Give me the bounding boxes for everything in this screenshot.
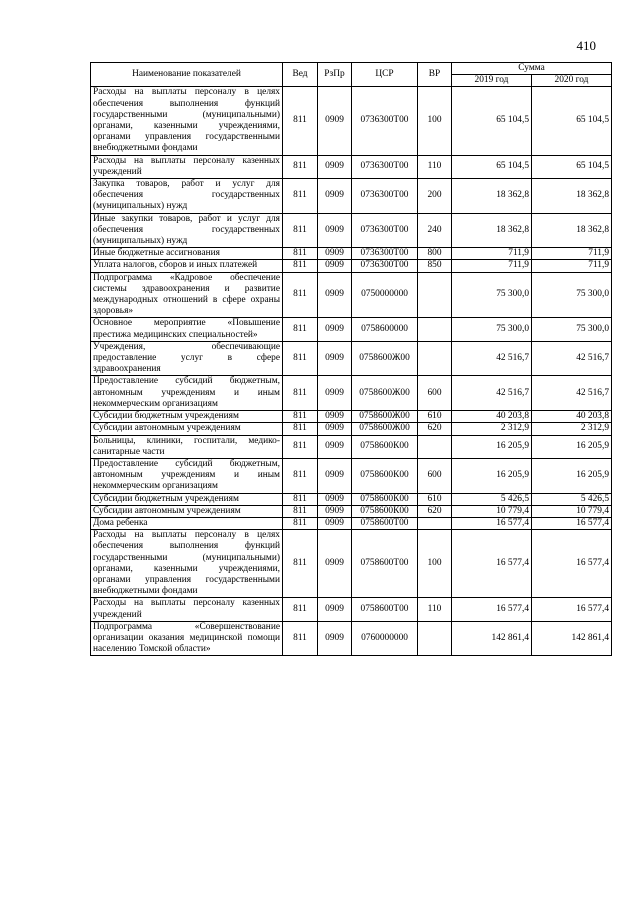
cell-name: Расходы на выплаты персоналу в целях обеспечения выполнения функций государственными (муниципальными) органами, казенными учреждениями, органами управления государственными внебюджетными фондами xyxy=(91,87,283,155)
cell-y2019: 16 205,9 xyxy=(452,458,532,493)
cell-y2020: 18 362,8 xyxy=(532,179,612,214)
header-name: Наименование показателей xyxy=(91,63,283,87)
cell-y2020: 42 516,7 xyxy=(532,341,612,376)
cell-y2019: 142 861,4 xyxy=(452,621,532,656)
cell-name: Предоставление субсидий бюджетным, автономным учреждениям и иным некоммерческим организациям xyxy=(91,376,283,411)
cell-ved: 811 xyxy=(283,248,318,260)
cell-csr: 0758600Ж00 xyxy=(352,411,418,423)
cell-rzpr: 0909 xyxy=(318,87,352,155)
cell-rzpr: 0909 xyxy=(318,341,352,376)
cell-y2019: 10 779,4 xyxy=(452,505,532,517)
cell-ved: 811 xyxy=(283,87,318,155)
cell-y2020: 5 426,5 xyxy=(532,493,612,505)
cell-rzpr: 0909 xyxy=(318,530,352,598)
cell-name: Учреждения, обеспечивающие предоставление услуг в сфере здравоохранения xyxy=(91,341,283,376)
cell-csr: 0736300Т00 xyxy=(352,155,418,178)
table-row xyxy=(91,505,612,517)
cell-y2020: 142 861,4 xyxy=(532,621,612,656)
cell-vr: 110 xyxy=(418,598,452,621)
cell-vr xyxy=(418,435,452,458)
cell-name: Расходы на выплаты персоналу казенных учреждений xyxy=(91,598,283,621)
table-row xyxy=(91,376,612,411)
cell-y2019: 18 362,8 xyxy=(452,179,532,214)
cell-vr xyxy=(418,272,452,318)
cell-y2020: 16 577,4 xyxy=(532,598,612,621)
cell-csr: 0750000000 xyxy=(352,272,418,318)
cell-vr: 100 xyxy=(418,87,452,155)
cell-name: Уплата налогов, сборов и иных платежей xyxy=(91,260,283,272)
table-row xyxy=(91,493,612,505)
cell-y2020: 711,9 xyxy=(532,248,612,260)
cell-y2020: 18 362,8 xyxy=(532,213,612,248)
cell-rzpr: 0909 xyxy=(318,435,352,458)
cell-y2019: 65 104,5 xyxy=(452,87,532,155)
cell-ved: 811 xyxy=(283,423,318,435)
cell-csr: 0758600Ж00 xyxy=(352,341,418,376)
cell-y2020: 75 300,0 xyxy=(532,272,612,318)
cell-name: Больницы, клиники, госпитали, медико-санитарные части xyxy=(91,435,283,458)
cell-name: Предоставление субсидий бюджетным, автономным учреждениям и иным некоммерческим организациям xyxy=(91,458,283,493)
cell-y2020: 75 300,0 xyxy=(532,318,612,341)
cell-rzpr: 0909 xyxy=(318,318,352,341)
cell-rzpr: 0909 xyxy=(318,376,352,411)
cell-y2019: 18 362,8 xyxy=(452,213,532,248)
cell-name: Основное мероприятие «Повышение престижа медицинских специальностей» xyxy=(91,318,283,341)
cell-y2019: 65 104,5 xyxy=(452,155,532,178)
cell-y2019: 16 205,9 xyxy=(452,435,532,458)
table-body xyxy=(91,87,612,656)
cell-y2019: 42 516,7 xyxy=(452,341,532,376)
cell-y2020: 16 577,4 xyxy=(532,530,612,598)
cell-vr: 610 xyxy=(418,411,452,423)
cell-y2020: 40 203,8 xyxy=(532,411,612,423)
cell-csr: 0758600К00 xyxy=(352,435,418,458)
header-vr: ВР xyxy=(418,63,452,87)
cell-vr: 800 xyxy=(418,248,452,260)
table-row xyxy=(91,179,612,214)
cell-ved: 811 xyxy=(283,517,318,529)
cell-ved: 811 xyxy=(283,341,318,376)
cell-y2019: 75 300,0 xyxy=(452,318,532,341)
cell-name: Подпрограмма «Кадровое обеспечение системы здравоохранения и развитие международных отношений в сфере охраны здоровья» xyxy=(91,272,283,318)
table-row xyxy=(91,411,612,423)
cell-name: Закупка товаров, работ и услуг для обеспечения государственных (муниципальных) нужд xyxy=(91,179,283,214)
cell-ved: 811 xyxy=(283,272,318,318)
cell-name: Расходы на выплаты персоналу в целях обеспечения выполнения функций государственными (муниципальными) органами, казенными учреждениями, органами управления государственными внебюджетными фондами xyxy=(91,530,283,598)
header-year-2020: 2020 год xyxy=(532,75,612,87)
cell-y2019: 42 516,7 xyxy=(452,376,532,411)
cell-name: Субсидии бюджетным учреждениям xyxy=(91,493,283,505)
cell-vr xyxy=(418,318,452,341)
cell-y2019: 16 577,4 xyxy=(452,530,532,598)
table-row xyxy=(91,213,612,248)
table-row xyxy=(91,272,612,318)
table-row xyxy=(91,87,612,155)
cell-vr xyxy=(418,621,452,656)
cell-name: Субсидии автономным учреждениям xyxy=(91,423,283,435)
cell-y2020: 65 104,5 xyxy=(532,87,612,155)
table-row xyxy=(91,260,612,272)
cell-y2020: 16 205,9 xyxy=(532,458,612,493)
cell-csr: 0758600К00 xyxy=(352,493,418,505)
cell-ved: 811 xyxy=(283,318,318,341)
cell-ved: 811 xyxy=(283,376,318,411)
cell-name: Иные закупки товаров, работ и услуг для обеспечения государственных (муниципальных) нужд xyxy=(91,213,283,248)
budget-table xyxy=(90,62,612,656)
cell-vr xyxy=(418,341,452,376)
cell-ved: 811 xyxy=(283,179,318,214)
table-row xyxy=(91,598,612,621)
cell-vr: 100 xyxy=(418,530,452,598)
table-row xyxy=(91,435,612,458)
cell-vr xyxy=(418,517,452,529)
header-year-2019: 2019 год xyxy=(452,75,532,87)
header-row-top xyxy=(91,63,612,75)
cell-vr: 620 xyxy=(418,505,452,517)
cell-ved: 811 xyxy=(283,493,318,505)
cell-rzpr: 0909 xyxy=(318,458,352,493)
cell-ved: 811 xyxy=(283,435,318,458)
cell-rzpr: 0909 xyxy=(318,517,352,529)
cell-y2019: 75 300,0 xyxy=(452,272,532,318)
cell-ved: 811 xyxy=(283,260,318,272)
cell-csr: 0758600Т00 xyxy=(352,598,418,621)
cell-y2019: 2 312,9 xyxy=(452,423,532,435)
cell-rzpr: 0909 xyxy=(318,598,352,621)
table-row xyxy=(91,423,612,435)
cell-y2020: 42 516,7 xyxy=(532,376,612,411)
cell-csr: 0736300Т00 xyxy=(352,213,418,248)
cell-ved: 811 xyxy=(283,598,318,621)
cell-ved: 811 xyxy=(283,458,318,493)
cell-rzpr: 0909 xyxy=(318,248,352,260)
cell-csr: 0736300Т00 xyxy=(352,179,418,214)
cell-csr: 0758600000 xyxy=(352,318,418,341)
cell-ved: 811 xyxy=(283,155,318,178)
cell-name: Подпрограмма «Совершенствование организации оказания медицинской помощи населению Томской области» xyxy=(91,621,283,656)
cell-csr: 0760000000 xyxy=(352,621,418,656)
cell-rzpr: 0909 xyxy=(318,423,352,435)
cell-ved: 811 xyxy=(283,505,318,517)
cell-vr: 200 xyxy=(418,179,452,214)
cell-csr: 0736300Т00 xyxy=(352,87,418,155)
cell-vr: 850 xyxy=(418,260,452,272)
cell-rzpr: 0909 xyxy=(318,260,352,272)
cell-csr: 0736300Т00 xyxy=(352,248,418,260)
cell-rzpr: 0909 xyxy=(318,272,352,318)
cell-vr: 600 xyxy=(418,376,452,411)
cell-y2020: 2 312,9 xyxy=(532,423,612,435)
cell-vr: 610 xyxy=(418,493,452,505)
cell-rzpr: 0909 xyxy=(318,505,352,517)
cell-ved: 811 xyxy=(283,411,318,423)
cell-csr: 0758600Т00 xyxy=(352,530,418,598)
cell-y2020: 711,9 xyxy=(532,260,612,272)
cell-y2020: 16 205,9 xyxy=(532,435,612,458)
header-rzpr: РзПр xyxy=(318,63,352,87)
cell-name: Расходы на выплаты персоналу казенных учреждений xyxy=(91,155,283,178)
cell-vr: 240 xyxy=(418,213,452,248)
cell-y2020: 16 577,4 xyxy=(532,517,612,529)
cell-name: Субсидии бюджетным учреждениям xyxy=(91,411,283,423)
cell-ved: 811 xyxy=(283,621,318,656)
header-sum: Сумма xyxy=(452,63,612,75)
header-ved: Вед xyxy=(283,63,318,87)
cell-vr: 600 xyxy=(418,458,452,493)
cell-csr: 0758600К00 xyxy=(352,458,418,493)
cell-csr: 0758600К00 xyxy=(352,505,418,517)
cell-y2019: 16 577,4 xyxy=(452,598,532,621)
cell-name: Дома ребенка xyxy=(91,517,283,529)
table-row xyxy=(91,341,612,376)
cell-csr: 0736300Т00 xyxy=(352,260,418,272)
table-row xyxy=(91,458,612,493)
cell-y2019: 40 203,8 xyxy=(452,411,532,423)
cell-rzpr: 0909 xyxy=(318,493,352,505)
header-csr: ЦСР xyxy=(352,63,418,87)
cell-rzpr: 0909 xyxy=(318,411,352,423)
page-number: 410 xyxy=(576,38,596,53)
cell-vr: 620 xyxy=(418,423,452,435)
table-row xyxy=(91,318,612,341)
cell-csr: 0758600Т00 xyxy=(352,517,418,529)
table-row xyxy=(91,530,612,598)
table-row xyxy=(91,517,612,529)
cell-rzpr: 0909 xyxy=(318,213,352,248)
cell-vr: 110 xyxy=(418,155,452,178)
table-row xyxy=(91,248,612,260)
cell-rzpr: 0909 xyxy=(318,179,352,214)
cell-y2019: 711,9 xyxy=(452,260,532,272)
cell-name: Субсидии автономным учреждениям xyxy=(91,505,283,517)
table-row xyxy=(91,621,612,656)
cell-y2019: 711,9 xyxy=(452,248,532,260)
cell-y2019: 5 426,5 xyxy=(452,493,532,505)
cell-y2019: 16 577,4 xyxy=(452,517,532,529)
cell-ved: 811 xyxy=(283,213,318,248)
cell-y2020: 65 104,5 xyxy=(532,155,612,178)
cell-name: Иные бюджетные ассигнования xyxy=(91,248,283,260)
table-row xyxy=(91,155,612,178)
cell-csr: 0758600Ж00 xyxy=(352,423,418,435)
cell-csr: 0758600Ж00 xyxy=(352,376,418,411)
cell-rzpr: 0909 xyxy=(318,155,352,178)
cell-y2020: 10 779,4 xyxy=(532,505,612,517)
cell-rzpr: 0909 xyxy=(318,621,352,656)
cell-ved: 811 xyxy=(283,530,318,598)
